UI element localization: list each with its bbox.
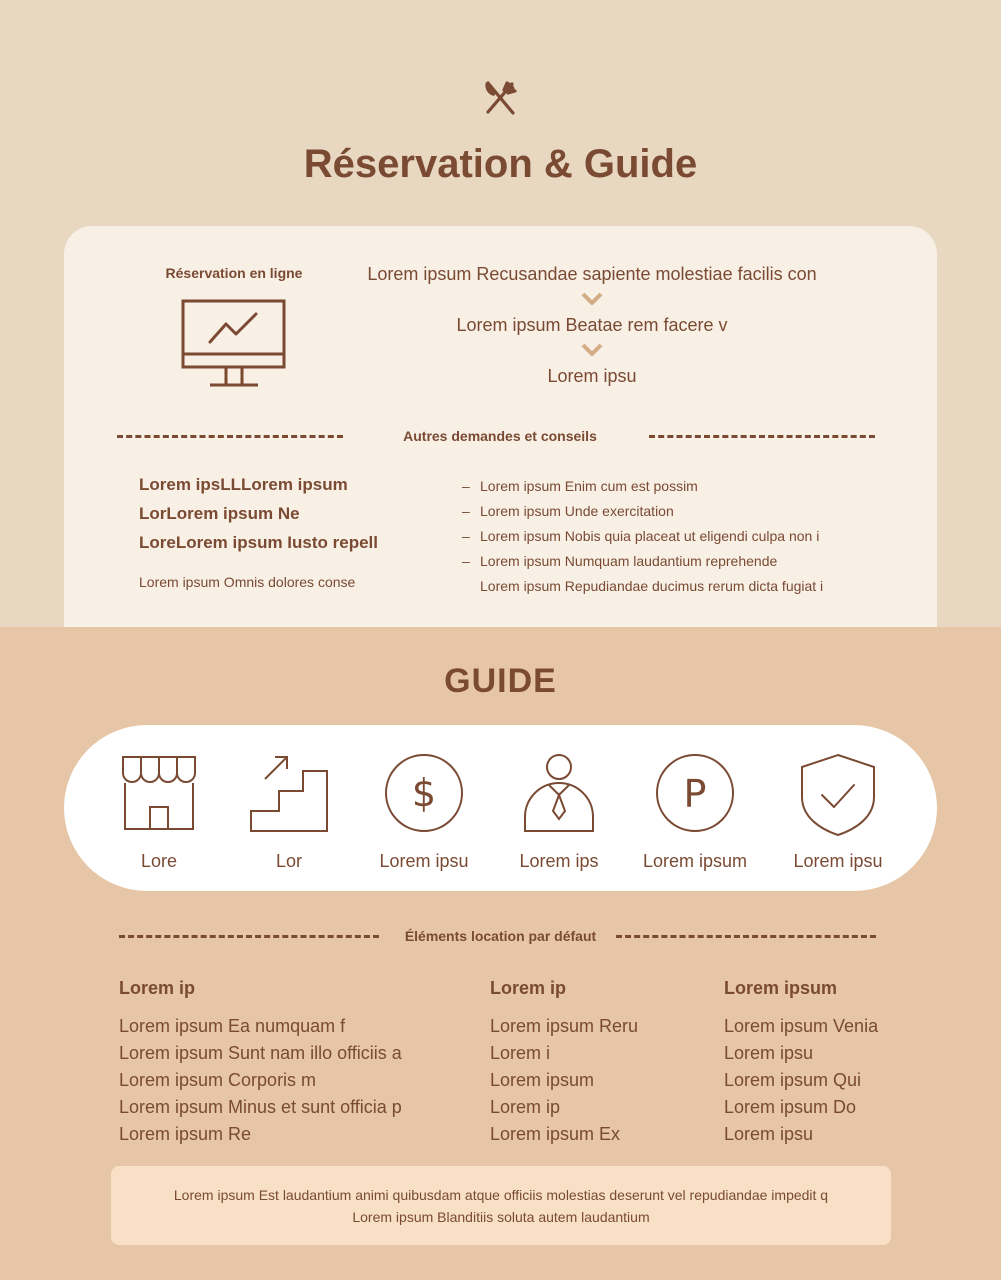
column-list-1 bbox=[119, 1013, 402, 1148]
svg-text:$: $ bbox=[411, 771, 437, 815]
divider-right bbox=[616, 935, 876, 938]
list-item: – Lorem ipsum Enim cum est possim bbox=[462, 474, 823, 499]
guide-label-3: Lorem ipsu bbox=[379, 851, 469, 871]
guide-item-price bbox=[364, 725, 484, 891]
list-item: Lorem ipsum Ea numquam f bbox=[119, 1016, 346, 1036]
list-item: – Lorem ipsum Numquam laudantium reprehende bbox=[462, 549, 823, 574]
guide-label-6: Lorem ipsu bbox=[793, 851, 883, 871]
divider-left bbox=[117, 435, 343, 438]
column-heading-1: Lorem ip bbox=[119, 978, 196, 998]
store-icon bbox=[119, 753, 199, 833]
svg-text:P: P bbox=[683, 772, 707, 816]
stairs-icon bbox=[249, 753, 329, 833]
list-item: Lorem ipsum Re bbox=[119, 1124, 252, 1144]
guide-title: GUIDE bbox=[444, 662, 557, 700]
list-item: – Lorem ipsum Unde exercitation bbox=[462, 499, 823, 524]
chevron-down-icon bbox=[581, 292, 603, 306]
list-item: Lorem ipsum Qui bbox=[724, 1070, 862, 1090]
parking-icon bbox=[655, 753, 735, 833]
guide-item-staff bbox=[504, 725, 614, 891]
column-list-2 bbox=[490, 1013, 638, 1148]
list-item: Lorem ipsum Sunt nam illo officiis a bbox=[119, 1043, 402, 1063]
guide-item-parking bbox=[632, 725, 758, 891]
flow-step-2: Lorem ipsum Beatae rem facere v bbox=[456, 315, 728, 335]
reservation-card bbox=[64, 226, 937, 627]
advice-list bbox=[462, 474, 823, 599]
footer-note-line-1: Lorem ipsum Est laudantium animi quibusdam atque officiis molestias deserunt vel repudiandae impedit q bbox=[173, 1186, 829, 1203]
guide-label-5: Lorem ipsum bbox=[642, 851, 748, 871]
footer-note bbox=[111, 1166, 891, 1245]
online-reservation-label: Réservation en ligne bbox=[165, 265, 303, 281]
guide-label-2: Lor bbox=[275, 851, 302, 871]
list-item: Lorem ipsum Corporis m bbox=[119, 1070, 317, 1090]
highlight-line-2: LorLorem ipsum Ne bbox=[139, 504, 300, 523]
flow-step-1: Lorem ipsum Recusandae sapiente molestiae facilis con bbox=[367, 264, 817, 284]
highlight-note: Lorem ipsum Omnis dolores conse bbox=[139, 574, 356, 590]
dollar-icon bbox=[384, 753, 464, 833]
person-tie-icon bbox=[519, 753, 599, 833]
divider-left bbox=[119, 935, 379, 938]
divider-right bbox=[649, 435, 875, 438]
list-item: Lorem i bbox=[490, 1043, 551, 1063]
utensils-icon bbox=[482, 80, 518, 116]
list-item: Lorem ip bbox=[490, 1097, 561, 1117]
guide-label-4: Lorem ips bbox=[519, 851, 599, 871]
list-item: Lorem ipsu bbox=[724, 1043, 814, 1063]
list-item: Lorem ipsum Venia bbox=[724, 1016, 879, 1036]
column-heading-2: Lorem ip bbox=[490, 978, 567, 998]
other-requests-heading: Autres demandes et conseils bbox=[403, 428, 597, 444]
list-item: Lorem ipsum bbox=[490, 1070, 595, 1090]
list-item: Lorem ipsu bbox=[724, 1124, 814, 1144]
flow-step-3: Lorem ipsu bbox=[547, 366, 637, 386]
list-item: Lorem ipsum Reru bbox=[490, 1016, 639, 1036]
list-item: Lorem ipsum Repudiandae ducimus rerum dicta fugiat i bbox=[480, 578, 824, 594]
list-item: Lorem ipsum Do bbox=[724, 1097, 857, 1117]
page-title: Réservation & Guide bbox=[303, 142, 698, 186]
list-item: Lorem ipsum Ex bbox=[490, 1124, 621, 1144]
guide-icons-panel bbox=[64, 725, 937, 891]
default-elements-heading: Éléments location par défaut bbox=[404, 928, 597, 944]
list-item: – Lorem ipsum Nobis quia placeat ut eligendi culpa non i bbox=[462, 524, 823, 549]
footer-note-line-2: Lorem ipsum Blanditiis soluta autem laudantium bbox=[352, 1208, 650, 1225]
column-heading-3: Lorem ipsum bbox=[724, 978, 838, 998]
guide-item-store bbox=[104, 725, 214, 891]
highlight-line-3: LoreLorem ipsum Iusto repell bbox=[139, 533, 378, 552]
monitor-chart-icon bbox=[180, 298, 288, 390]
guide-label-1: Lore bbox=[140, 851, 178, 871]
column-list-3 bbox=[724, 1013, 878, 1148]
highlight-line-1: Lorem ipsLLLorem ipsum bbox=[139, 475, 348, 494]
guide-item-stairs bbox=[234, 725, 344, 891]
chevron-down-icon bbox=[581, 343, 603, 357]
list-item: Lorem ipsum Minus et sunt officia p bbox=[119, 1097, 402, 1117]
shield-check-icon bbox=[798, 753, 878, 837]
guide-item-security bbox=[778, 725, 898, 891]
